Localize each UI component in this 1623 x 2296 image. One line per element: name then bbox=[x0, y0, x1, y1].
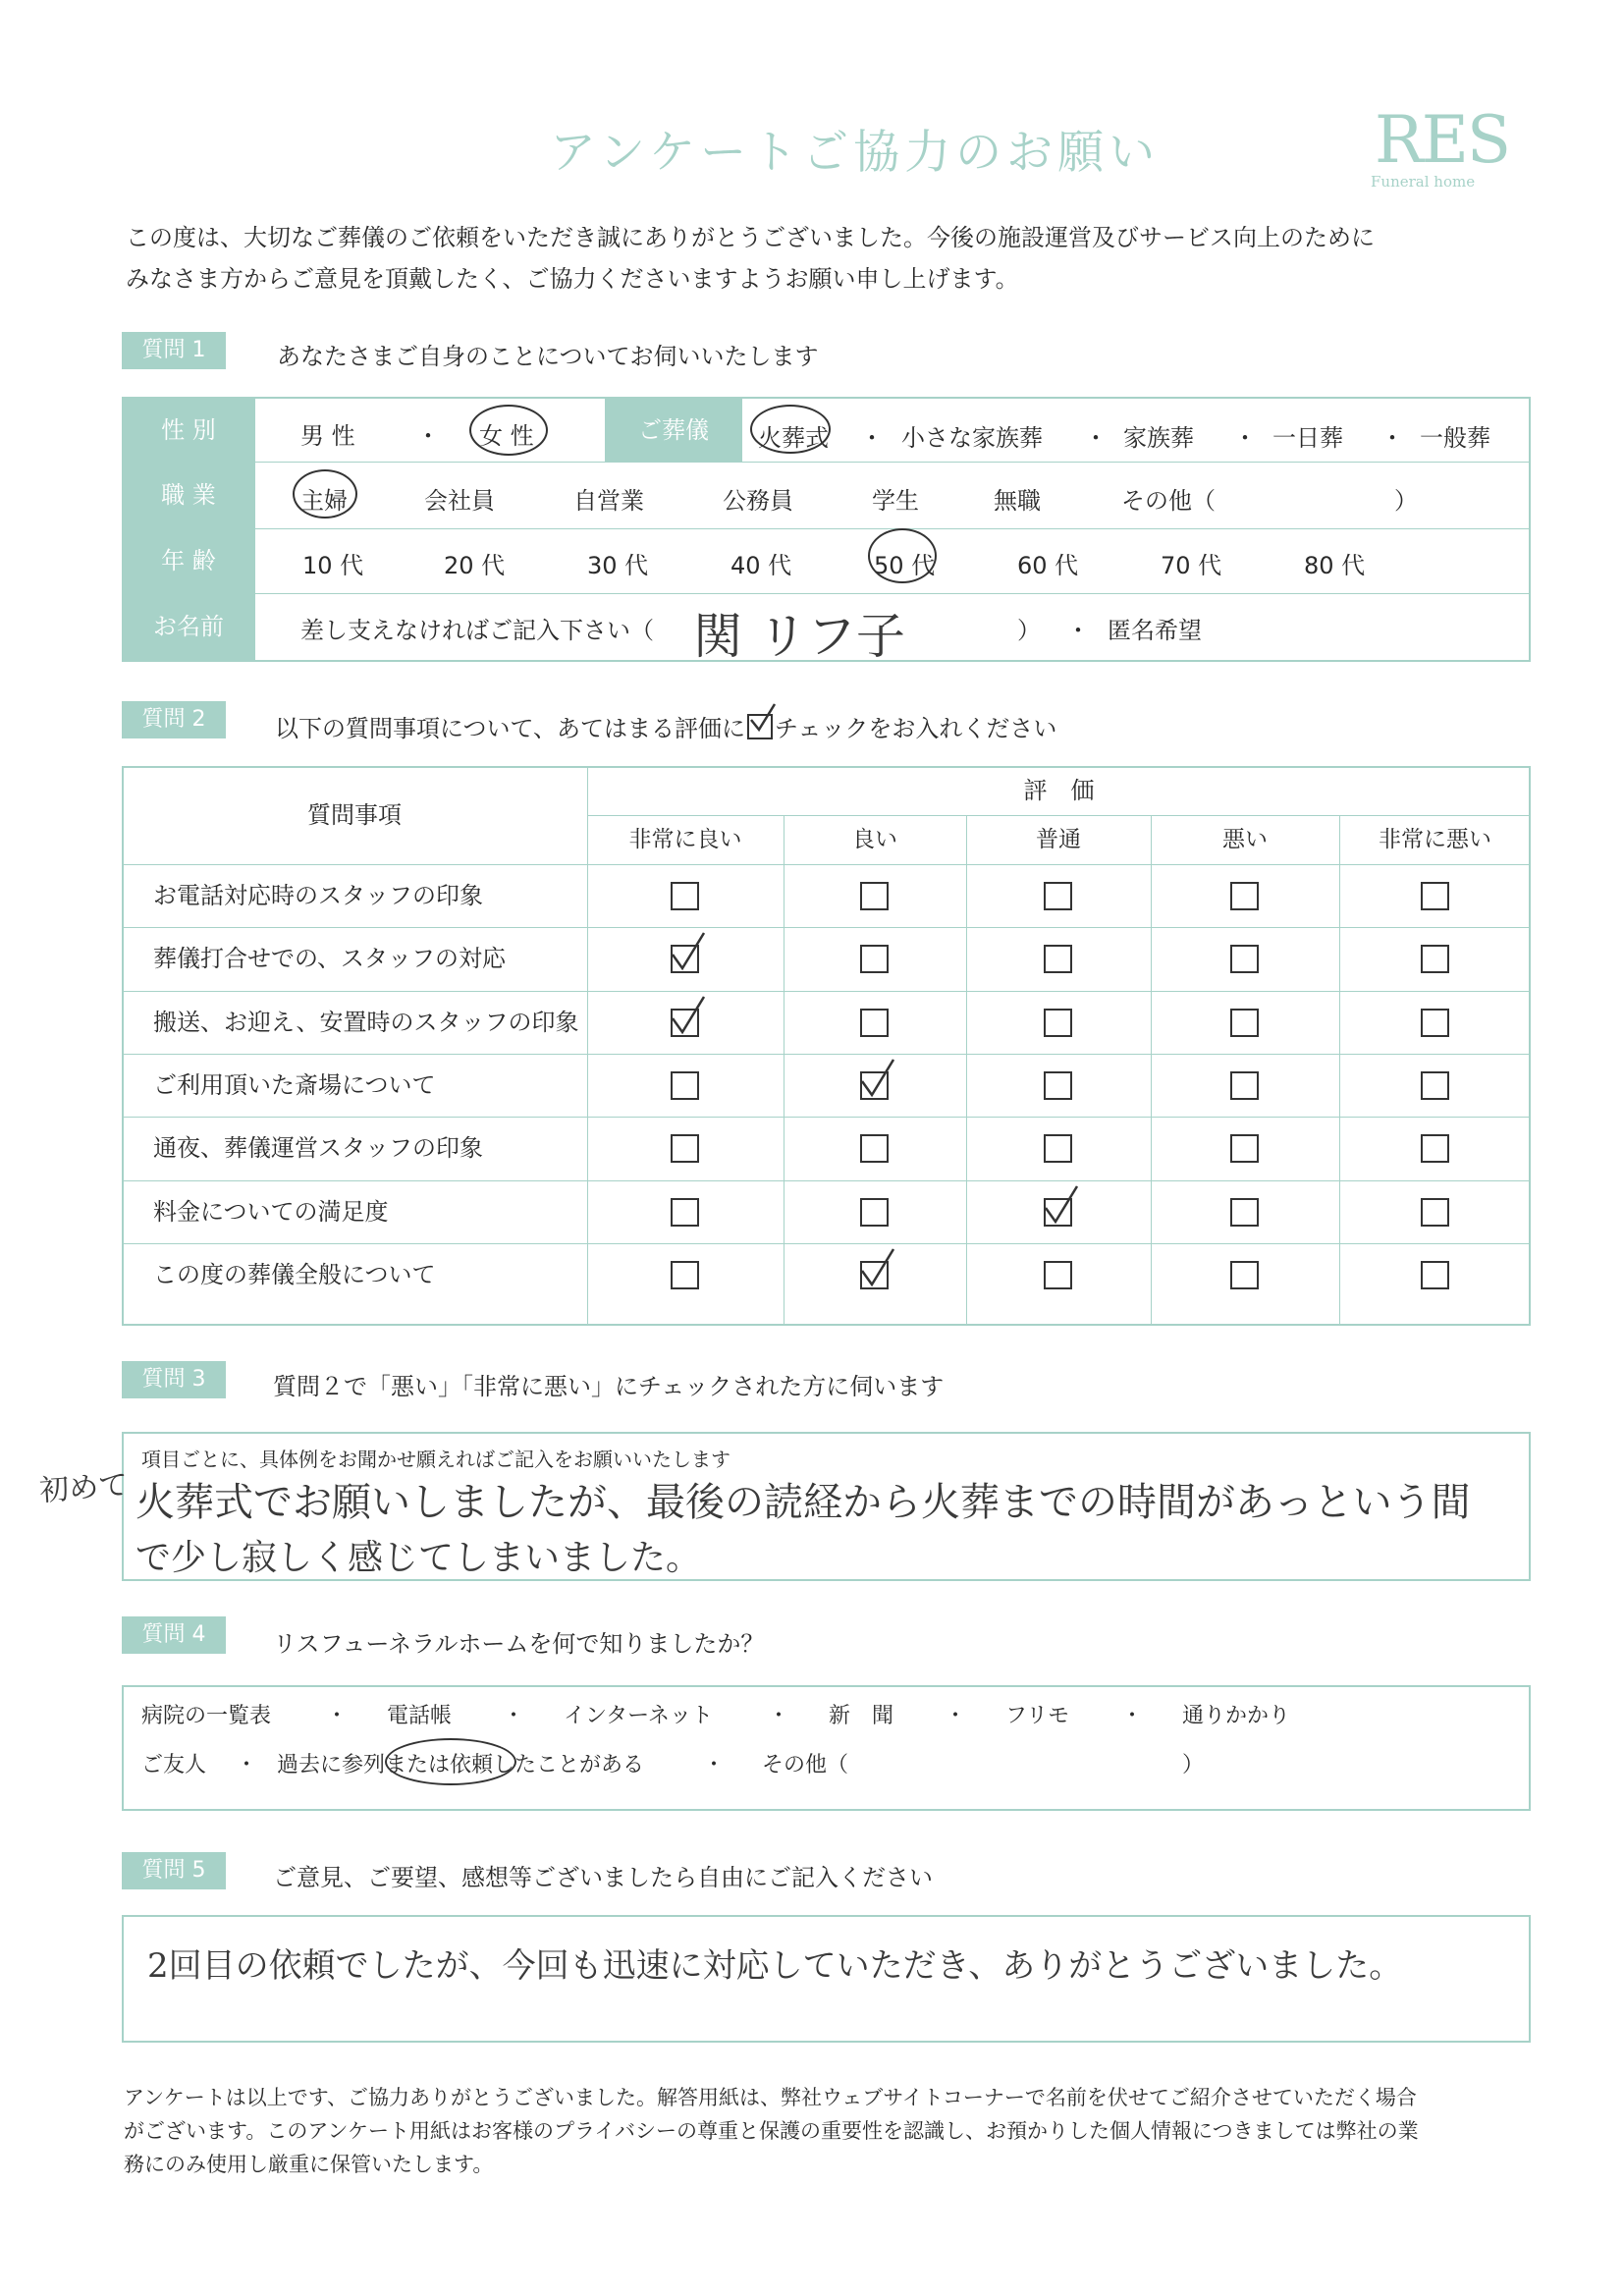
job-other[interactable]: その他（ bbox=[1121, 487, 1216, 515]
q2-text bbox=[275, 709, 1056, 743]
gender-label: 性 別 bbox=[122, 399, 255, 462]
q4-opt-other[interactable]: その他（ bbox=[762, 1753, 849, 1777]
q1-label: 質問 1 bbox=[122, 332, 226, 369]
job-label: 職 業 bbox=[122, 463, 255, 528]
q2-label: 質問 2 bbox=[122, 701, 226, 738]
age-20s[interactable]: 20 代 bbox=[444, 552, 506, 579]
q5-text: ご意見、ご要望、感想等ございましたら自由にご記入ください bbox=[273, 1864, 933, 1891]
q2-rating-checkbox[interactable] bbox=[671, 1261, 699, 1289]
q2-rating-checkbox[interactable] bbox=[1421, 1009, 1449, 1037]
name-handwritten[interactable]: 関 リフ子 bbox=[693, 608, 905, 665]
age-label: 年 齢 bbox=[122, 529, 255, 593]
q2-rating-checkbox[interactable] bbox=[1230, 1009, 1259, 1037]
q2-rating-checkbox[interactable] bbox=[1044, 945, 1072, 973]
job-unemployed[interactable]: 無職 bbox=[994, 487, 1041, 515]
job-other-close: ） bbox=[1394, 487, 1418, 515]
q2-row-item: 通夜、葬儀運営スタッフの印象 bbox=[153, 1134, 483, 1163]
check-mark-icon bbox=[669, 993, 708, 1036]
q2-rating-checkbox[interactable] bbox=[671, 1134, 699, 1163]
check-mark-icon bbox=[858, 1245, 897, 1288]
funeral-sep: ・ bbox=[1084, 424, 1108, 452]
q2-column-divider bbox=[966, 815, 967, 1326]
q4-opt-phonebook[interactable]: 電話帳 bbox=[387, 1704, 453, 1728]
name-prompt: 差し支えなければご記入下さい（ bbox=[300, 617, 654, 644]
gender-male[interactable]: 男 性 bbox=[300, 422, 355, 450]
job-employee[interactable]: 会社員 bbox=[424, 487, 495, 515]
q5-handwritten: 2回目の依頼でしたが、今回も迅速に対応していただき、ありがとうございました。 bbox=[147, 1946, 1403, 1986]
q3-handwritten-line-2: で少し寂しく感じてしまいました。 bbox=[135, 1538, 702, 1578]
q1-text: あなたさまご自身のことについてお伺いいたします bbox=[277, 343, 819, 370]
q2-column-header: 非常に良い bbox=[628, 827, 742, 852]
q2-text-before: 以下の質問事項について、あてはまる評価に bbox=[275, 715, 746, 742]
check-mark-icon bbox=[858, 1056, 897, 1099]
funeral-opt-family[interactable]: 家族葬 bbox=[1123, 424, 1194, 452]
intro-line-2: みなさま方からご意見を頂戴したく、ご協力くださいますようお願い申し上げます。 bbox=[126, 265, 1019, 293]
q4-sep: ・ bbox=[703, 1753, 726, 1777]
q2-text-after: チェックをお入れください bbox=[775, 715, 1057, 742]
q4-opt-past-use[interactable]: 過去に参列または依頼したことがある bbox=[277, 1753, 645, 1777]
q1-divider bbox=[122, 593, 1531, 594]
footer-line-2: がございます。このアンケート用紙はお客様のプライバシーの尊重と保護の重要性を認識し、お預かりした個人情報につきましては弊社の業 bbox=[124, 2119, 1419, 2143]
q2-row-item: この度の葬儀全般について bbox=[153, 1260, 436, 1288]
q4-sep: ・ bbox=[945, 1704, 967, 1728]
q4-opt-furimo[interactable]: フリモ bbox=[1005, 1704, 1070, 1728]
q2-row-item: お電話対応時のスタッフの印象 bbox=[153, 882, 483, 909]
q4-opt-hospital-list[interactable]: 病院の一覧表 bbox=[141, 1704, 272, 1728]
funeral-sep: ・ bbox=[1233, 424, 1257, 452]
q2-rating-checkbox[interactable] bbox=[860, 1198, 889, 1227]
q2-rating-checkbox[interactable] bbox=[1230, 1261, 1259, 1289]
funeral-sep: ・ bbox=[1380, 424, 1404, 452]
q2-rating-checkbox[interactable] bbox=[1230, 1198, 1259, 1227]
check-mark-icon bbox=[1042, 1182, 1081, 1226]
age-30s[interactable]: 30 代 bbox=[587, 552, 649, 579]
job-housewife[interactable]: 主婦 bbox=[300, 487, 348, 515]
q2-rating-checkbox[interactable] bbox=[1230, 882, 1259, 910]
q4-sep: ・ bbox=[1121, 1704, 1144, 1728]
q4-sep: ・ bbox=[503, 1704, 525, 1728]
q2-rating-checkbox[interactable] bbox=[1421, 1198, 1449, 1227]
q2-column-header: 悪い bbox=[1222, 827, 1268, 852]
q2-row-item: ご利用頂いた斎場について bbox=[153, 1070, 436, 1099]
q1-divider bbox=[122, 462, 1531, 463]
age-50s-circle-mark bbox=[868, 528, 937, 583]
q4-opt-internet[interactable]: インターネット bbox=[564, 1704, 714, 1728]
age-80s[interactable]: 80 代 bbox=[1304, 552, 1366, 579]
q2-rating-checkbox[interactable] bbox=[671, 882, 699, 910]
q2-rating-checkbox[interactable] bbox=[1044, 1134, 1072, 1163]
name-anonymous[interactable]: 匿名希望 bbox=[1108, 617, 1202, 644]
q2-column-header: 良い bbox=[852, 827, 897, 852]
q5-label: 質問 5 bbox=[122, 1852, 226, 1889]
q4-opt-newspaper[interactable]: 新 聞 bbox=[829, 1704, 894, 1728]
q1-divider bbox=[122, 528, 1531, 529]
q2-rating-checkbox[interactable] bbox=[1044, 1071, 1072, 1100]
q2-column-divider bbox=[1339, 815, 1340, 1326]
q4-sep: ・ bbox=[768, 1704, 790, 1728]
funeral-opt-cremation[interactable]: 火葬式 bbox=[758, 424, 829, 452]
funeral-opt-small-family[interactable]: 小さな家族葬 bbox=[901, 424, 1043, 452]
q2-row-item: 葬儀打合せでの、スタッフの対応 bbox=[153, 945, 507, 973]
female-circle-mark bbox=[469, 405, 548, 456]
q4-opt-passing-by[interactable]: 通りかかり bbox=[1182, 1704, 1291, 1728]
company-logo-subtitle: Funeral home bbox=[1371, 173, 1476, 191]
job-self-employed[interactable]: 自営業 bbox=[573, 487, 644, 515]
gender-female[interactable]: 女 性 bbox=[479, 422, 534, 450]
page-title: アンケートご協力のお願い bbox=[550, 126, 1161, 180]
q2-header-item: 質問事項 bbox=[307, 801, 402, 829]
funeral-sep: ・ bbox=[860, 424, 884, 452]
funeral-opt-one-day[interactable]: 一日葬 bbox=[1272, 424, 1343, 452]
q4-opt-friend[interactable]: ご友人 bbox=[141, 1753, 207, 1777]
q2-rating-checkbox[interactable] bbox=[671, 1198, 699, 1227]
q2-row-item: 搬送、お迎え、安置時のスタッフの印象 bbox=[153, 1008, 579, 1036]
q3-handwritten-line-1: 火葬式でお願いしましたが、最後の読経から火葬までの時間があっという間 bbox=[135, 1480, 1471, 1525]
age-10s[interactable]: 10 代 bbox=[302, 552, 364, 579]
q2-column-header: 普通 bbox=[1036, 827, 1081, 852]
q2-rating-checkbox[interactable] bbox=[1421, 1134, 1449, 1163]
age-60s[interactable]: 60 代 bbox=[1017, 552, 1079, 579]
q2-column-header: 非常に悪い bbox=[1379, 827, 1491, 852]
q4-sep: ・ bbox=[236, 1753, 258, 1777]
footer-line-1: アンケートは以上です、ご協力ありがとうございました。解答用紙は、弊社ウェブサイトコーナーで名前を伏せてご紹介させていただく場合 bbox=[124, 2086, 1417, 2109]
q2-rating-checkbox[interactable] bbox=[1044, 1261, 1072, 1289]
q3-label: 質問 3 bbox=[122, 1361, 226, 1398]
q2-rating-checkbox[interactable] bbox=[1421, 945, 1449, 973]
q2-rating-checkbox[interactable] bbox=[1044, 1009, 1072, 1037]
q2-rating-checkbox[interactable] bbox=[1421, 882, 1449, 910]
q2-rating-checkbox[interactable] bbox=[671, 1071, 699, 1100]
q3-handwritten-margin: 初めて bbox=[38, 1467, 130, 1509]
q2-rating-checkbox[interactable] bbox=[860, 1134, 889, 1163]
q2-header-eval: 評 価 bbox=[1023, 777, 1095, 804]
name-close: ） bbox=[1017, 617, 1041, 644]
check-mark-icon bbox=[669, 929, 708, 972]
housewife-circle-mark bbox=[293, 469, 357, 519]
cremation-circle-mark bbox=[750, 405, 831, 454]
q2-row-item: 料金についての満足度 bbox=[153, 1197, 389, 1226]
q3-hint: 項目ごとに、具体例をお聞かせ願えればご記入をお願いいたします bbox=[141, 1448, 730, 1471]
age-50s[interactable]: 50 代 bbox=[874, 552, 936, 579]
name-dot: ・ bbox=[1066, 617, 1090, 644]
q2-rating-checkbox[interactable] bbox=[1421, 1071, 1449, 1100]
age-40s[interactable]: 40 代 bbox=[730, 552, 792, 579]
intro-line-1: この度は、大切なご葬儀のご依頼をいただき誠にありがとうございました。今後の施設運営及びサービス向上のために bbox=[126, 224, 1375, 251]
q2-rating-checkbox[interactable] bbox=[1421, 1261, 1449, 1289]
q4-text: リスフューネラルホームを何で知りましたか？ bbox=[273, 1630, 765, 1658]
q2-rating-checkbox[interactable] bbox=[1230, 1071, 1259, 1100]
funeral-opt-general[interactable]: 一般葬 bbox=[1420, 424, 1490, 452]
q2-rating-checkbox[interactable] bbox=[860, 882, 889, 910]
q4-label: 質問 4 bbox=[122, 1616, 226, 1654]
footer-line-3: 務にのみ使用し厳重に保管いたします。 bbox=[124, 2153, 494, 2176]
company-logo: RES bbox=[1375, 102, 1510, 178]
age-70s[interactable]: 70 代 bbox=[1161, 552, 1222, 579]
job-student[interactable]: 学生 bbox=[872, 487, 919, 515]
funeral-label: ご葬儀 bbox=[605, 399, 742, 462]
name-label: お名前 bbox=[122, 594, 255, 660]
q4-other-close: ） bbox=[1182, 1753, 1205, 1777]
past-use-circle-mark bbox=[385, 1738, 516, 1785]
q2-rating-checkbox[interactable] bbox=[860, 945, 889, 973]
q2-rating-checkbox[interactable] bbox=[1230, 1134, 1259, 1163]
job-civil-servant[interactable]: 公務員 bbox=[723, 487, 793, 515]
check-sample-icon bbox=[747, 714, 773, 739]
gender-sep: ・ bbox=[416, 422, 440, 450]
q2-rating-checkbox[interactable] bbox=[860, 1009, 889, 1037]
q3-text: 質問２で「悪い」「非常に悪い」にチェックされた方に伺います bbox=[273, 1373, 945, 1400]
q2-column-divider bbox=[1151, 815, 1152, 1326]
q2-rating-checkbox[interactable] bbox=[1044, 882, 1072, 910]
q4-sep: ・ bbox=[326, 1704, 349, 1728]
q2-rating-checkbox[interactable] bbox=[1230, 945, 1259, 973]
